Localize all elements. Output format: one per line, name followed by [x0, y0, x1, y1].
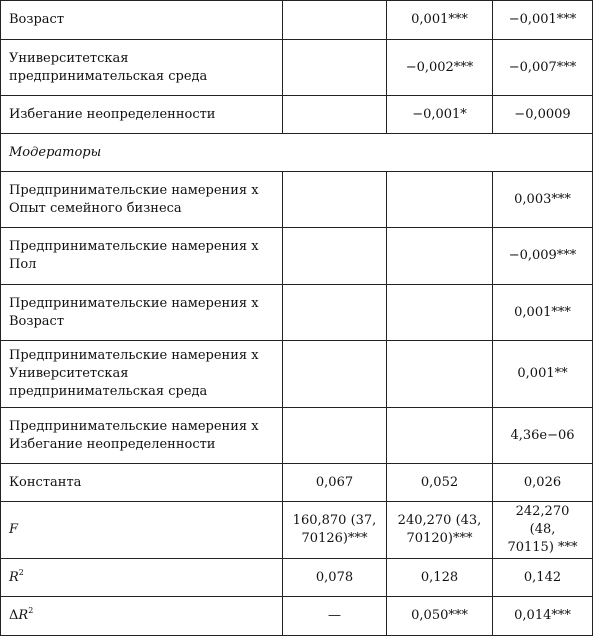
model-3-cell: 0,003***: [493, 172, 593, 228]
cell-line: 160,870 (37,: [292, 513, 377, 528]
cell-line: 240,270 (43,: [397, 513, 482, 528]
model-1-cell: [283, 172, 387, 228]
model-1-cell: [283, 341, 387, 408]
row-label: [1, 172, 283, 228]
table-row: [1, 1, 593, 40]
model-1-cell: 0,078: [283, 559, 387, 597]
row-label: F: [1, 502, 283, 559]
table-row: [1, 172, 593, 228]
row-label: [1, 285, 283, 341]
model-1-cell: —: [283, 597, 387, 636]
model-3-cell: −0,007***: [493, 40, 593, 96]
section-header-row: [1, 134, 593, 172]
model-1-cell: [283, 1, 387, 40]
model-3-cell: 0,142: [493, 559, 593, 597]
table-row: [1, 341, 593, 408]
model-1-cell: [283, 408, 387, 464]
row-label-line: Предпринимательские намерения х: [9, 418, 259, 434]
row-label: [1, 559, 283, 597]
model-3-cell: −0,009***: [493, 228, 593, 285]
row-label-line: Предпринимательские намерения х: [9, 348, 259, 363]
model-2-cell: [387, 228, 493, 285]
row-label-line: Предпринимательские намерения х: [9, 182, 259, 198]
table-row: [1, 559, 593, 597]
cell-line: 70126)***: [301, 531, 368, 546]
model-2-cell: −0,002***: [387, 40, 493, 96]
model-2-cell: [387, 172, 493, 228]
model-2-cell: 0,052: [387, 464, 493, 502]
model-1-cell: 0,067: [283, 464, 387, 502]
row-label-line: Университетская: [9, 366, 129, 381]
model-1-cell: [283, 502, 387, 559]
model-3-cell: 0,001***: [493, 285, 593, 341]
row-label-line: Предпринимательские намерения х: [9, 239, 259, 254]
row-label-line: Возраст: [9, 313, 65, 329]
table-row: [1, 40, 593, 96]
model-2-cell: 0,050***: [387, 597, 493, 636]
model-3-cell: −0,0009: [493, 96, 593, 134]
row-label: [1, 228, 283, 285]
model-1-cell: [283, 96, 387, 134]
model-2-cell: [387, 502, 493, 559]
model-3-cell: 0,014***: [493, 597, 593, 636]
row-label-line: Избегание неопределенности: [9, 436, 216, 452]
model-3-cell: −0,001***: [493, 1, 593, 40]
superscript: 2: [28, 606, 34, 615]
model-3-cell: [493, 502, 593, 559]
model-2-cell: −0,001*: [387, 96, 493, 134]
row-label: Константа: [1, 464, 283, 502]
table-row: [1, 228, 593, 285]
superscript: 2: [18, 567, 24, 577]
table-row: [1, 597, 593, 636]
moderators-heading: Модераторы: [1, 134, 593, 172]
model-1-cell: [283, 40, 387, 96]
cell-line: 242,270 (48,: [515, 504, 570, 537]
cell-line: 70115) ***: [507, 540, 578, 555]
model-2-cell: 0,001***: [387, 1, 493, 40]
row-label-line: предпринимательская среда: [9, 68, 208, 84]
row-label-line: предпринимательская среда: [9, 384, 208, 399]
row-label: [1, 597, 283, 636]
row-label-line: Опыт семейного бизнеса: [9, 200, 182, 216]
model-2-cell: [387, 408, 493, 464]
table-row: [1, 502, 593, 559]
r-squared-symbol: R: [18, 608, 29, 623]
model-1-cell: [283, 228, 387, 285]
model-3-cell: 0,026: [493, 464, 593, 502]
table-row: [1, 285, 593, 341]
row-label: [1, 341, 283, 408]
model-3-cell: 0,001**: [493, 341, 593, 408]
row-label: [1, 408, 283, 464]
row-label: Избегание неопределенности: [1, 96, 283, 134]
cell-line: 70120)***: [406, 531, 473, 546]
row-label: [1, 40, 283, 96]
row-label-line: Пол: [9, 257, 37, 272]
table-row: [1, 408, 593, 464]
model-3-cell: 4,36e−06: [493, 408, 593, 464]
model-2-cell: [387, 285, 493, 341]
row-label-line: Предпринимательские намерения х: [9, 295, 259, 311]
model-2-cell: [387, 341, 493, 408]
model-2-cell: 0,128: [387, 559, 493, 597]
r-squared-symbol: R: [9, 569, 19, 585]
delta-symbol: Δ: [9, 608, 19, 623]
table-row: [1, 96, 593, 134]
table-row: [1, 464, 593, 502]
model-1-cell: [283, 285, 387, 341]
row-label: Возраст: [1, 1, 283, 40]
row-label-line: Университетская: [9, 50, 129, 66]
